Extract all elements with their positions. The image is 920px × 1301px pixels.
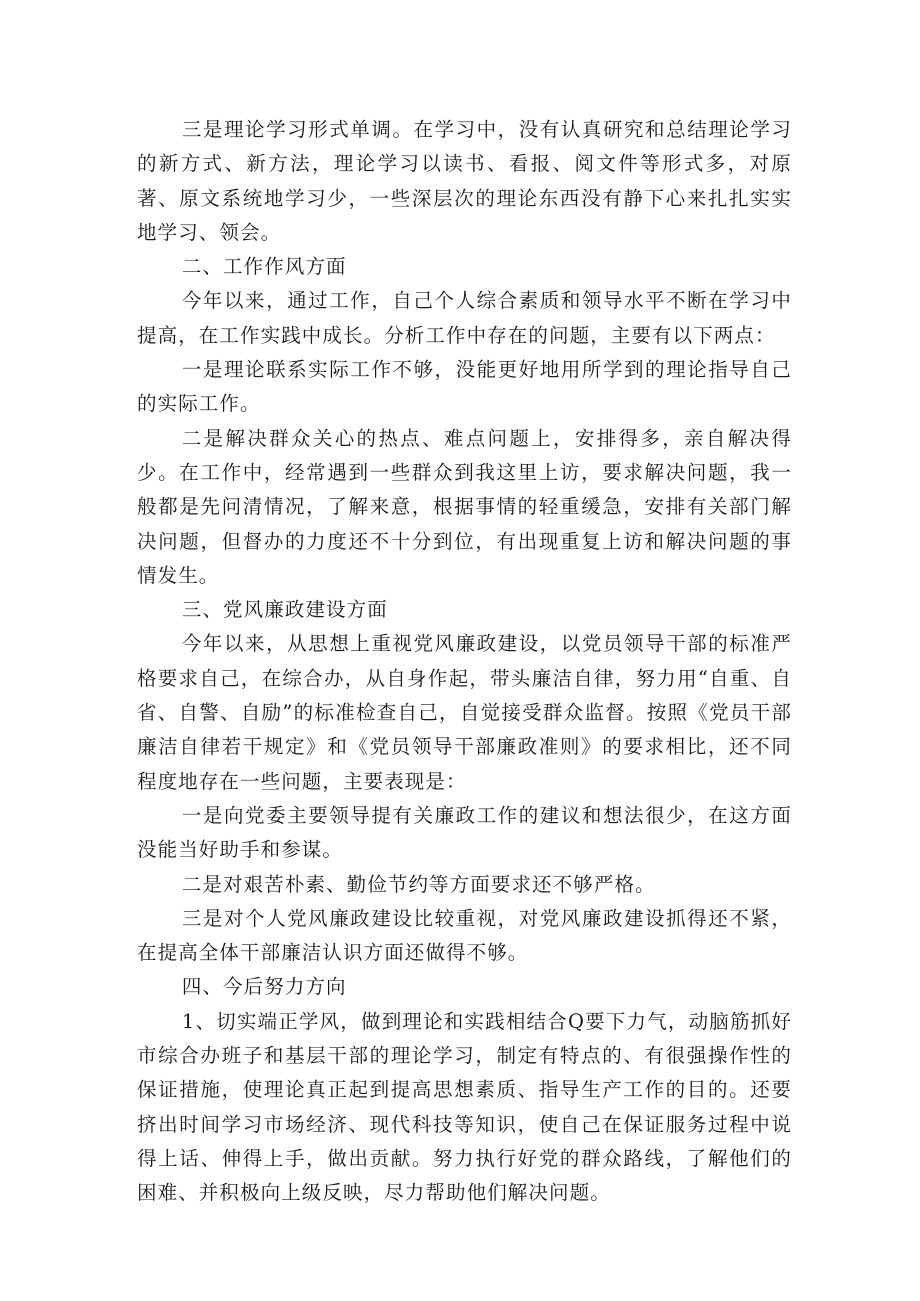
section-heading-work-style: 二、工作作风方面 xyxy=(181,255,347,279)
paragraph-theory-study-form: 三是理论学习形式单调。在学习中，没有认真研究和总结理论学习的新方式、新方法，理论学习以读书、看报、阅文件等形式多，对原著、原文系统地学习少，一些深层次的理论东西没有静下心来扎扎实实地学习、领会。 xyxy=(137,118,792,244)
section-heading-integrity: 三、党风廉政建设方面 xyxy=(181,598,388,622)
paragraph-integrity-advice: 一是向党委主要领导提有关廉政工作的建议和想法很少，在这方面没能当好助手和参谋。 xyxy=(137,803,792,862)
paragraph-integrity-frugality: 二是对艰苦朴素、勤俭节约等方面要求还不够严格。 xyxy=(181,872,656,896)
paragraph-work-intro: 今年以来，通过工作，自己个人综合素质和领导水平不断在学习中提高，在工作实践中成长。分析工作中存在的问题，主要有以下两点： xyxy=(137,289,792,347)
section-heading-future-direction: 四、今后努力方向 xyxy=(181,975,347,999)
paragraph-public-issues: 二是解决群众关心的热点、难点问题上，安排得多，亲自解决得少。在工作中，经常遇到一些群众到我这里上访，要求解决问题，我一般都是先问清情况，了解来意，根据事情的轻重缓急，安排有关部门解决问题，但督办的力度还不十分到位，有出现重复上访和解决问题的事情发生。 xyxy=(137,426,792,587)
paragraph-study-style: 1、切实端正学风，做到理论和实践相结合Q要下力气，动脑筋抓好市综合办班子和基层干部的理论学习，制定有特点的、有很强操作性的保证措施，使理论真正起到提高思想素质、指导生产工作的目的。还要挤出时间学习市场经济、现代科技等知识，使自己在保证服务过程中说得上话、伸得上手，做出贡献。努力执行好党的群众路线，了解他们的困难、并积极向上级反映，尽力帮助他们解决问题。 xyxy=(137,1009,792,1205)
paragraph-integrity-awareness: 三是对个人党风廉政建设比较重视，对党风廉政建设抓得还不紧，在提高全体干部廉洁认识方面还做得不够。 xyxy=(137,906,792,965)
document-body xyxy=(137,113,792,1211)
paragraph-theory-practice: 一是理论联系实际工作不够，没能更好地用所学到的理论指导自己的实际工作。 xyxy=(137,358,792,416)
paragraph-integrity-intro: 今年以来，从思想上重视党风廉政建设，以党员领导干部的标准严格要求自己，在综合办，从自身作起，带头廉洁自律，努力用“自重、自省、自警、自励”的标准检查自己，自觉接受群众监督。按照《党员干部廉洁自律若干规定》和《党员领导干部廉政准则》的要求相比，还不同程度地存在一些问题，主要表现是： xyxy=(137,632,792,793)
